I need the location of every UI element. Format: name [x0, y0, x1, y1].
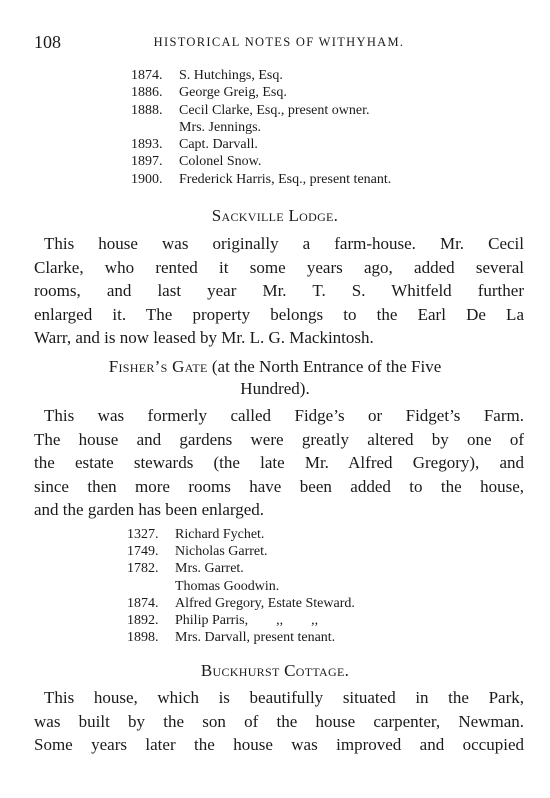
section-heading-buckhurst-cottage: Buckhurst Cottage.: [200, 661, 350, 680]
text-line: This house, which is beautifully situated in the Park,: [44, 688, 524, 707]
list-name: Cecil Clarke, Esq., present owner.: [179, 102, 370, 118]
text-line: and the garden has been enlarged.: [34, 500, 265, 519]
list-name: Frederick Harris, Esq., present tenant.: [179, 171, 392, 187]
text-line: This was formerly called Fidge’s or Fidget’s Farm.: [44, 406, 524, 425]
list-year: 1888.: [131, 102, 163, 118]
section-heading-sackville-lodge: Sackville Lodge.: [211, 206, 339, 225]
text-line: since then more rooms have been added to the house,: [34, 476, 524, 496]
list-year: 1897.: [131, 154, 163, 170]
list-name: S. Hutchings, Esq.: [179, 68, 283, 83]
page-number: 108: [34, 32, 61, 52]
list-year: 1886.: [131, 85, 163, 101]
list-year: 1893.: [131, 137, 163, 153]
paragraph-buckhurst-cottage: [34, 686, 524, 757]
running-title: HISTORICAL NOTES OF WITHYHAM.: [153, 35, 405, 49]
section-heading-fishers-gate: [0, 356, 550, 400]
list-year: 1327.: [127, 527, 159, 542]
list-year: 1874.: [127, 595, 159, 611]
list-name: Philip Parris, ,, ,,: [175, 612, 319, 628]
text-line: the estate stewards (the late Mr. Alfred Gregory), and: [34, 453, 524, 472]
text-line: enlarged it. The property belongs to the Earl De La: [34, 304, 524, 324]
list-name: Alfred Gregory, Estate Steward.: [175, 595, 355, 611]
list-year: 1892.: [127, 612, 159, 628]
list-name: Thomas Goodwin.: [175, 578, 280, 594]
list-name: Mrs. Garret.: [175, 561, 244, 577]
text-line: The house and gardens were greatly altered by one of: [34, 429, 524, 449]
text-line: Warr, and is now leased by Mr. L. G. Mackintosh.: [34, 328, 374, 347]
page-header: [34, 32, 524, 52]
list-name: George Greig, Esq.: [179, 85, 287, 101]
paragraph-sackville-lodge: [34, 232, 524, 350]
list-year: 1900.: [131, 171, 163, 187]
list-year: 1898.: [127, 630, 159, 646]
list-name: Capt. Darvall.: [179, 137, 258, 153]
list-year: 1782.: [127, 561, 159, 577]
text-line: Some years later the house was improved and occupied: [34, 735, 524, 754]
paragraph-fishers-gate: [34, 404, 524, 522]
text-line: rooms, and last year Mr. T. S. Whitfeld further: [34, 281, 524, 300]
list-year: 1749.: [127, 544, 159, 560]
text-line: This house was originally a farm-house. Mr. Cecil: [44, 234, 524, 253]
heading-qualifier: (at the North Entrance of the Five: [207, 357, 442, 376]
heading-name: Fisher’s Gate: [108, 357, 208, 376]
list-name: Mrs. Darvall, present tenant.: [175, 630, 336, 646]
list-year: 1874.: [131, 68, 163, 83]
heading-line-2: Hundred).: [240, 379, 310, 398]
list-name: Colonel Snow.: [179, 154, 262, 170]
text-line: was built by the son of the house carpenter, Newman.: [34, 711, 524, 731]
list-name: Nicholas Garret.: [175, 544, 268, 560]
text-line: Clarke, who rented it some years ago, added several: [34, 257, 524, 277]
list-name: Mrs. Jennings.: [179, 119, 262, 135]
list-name: Richard Fychet.: [175, 527, 265, 542]
